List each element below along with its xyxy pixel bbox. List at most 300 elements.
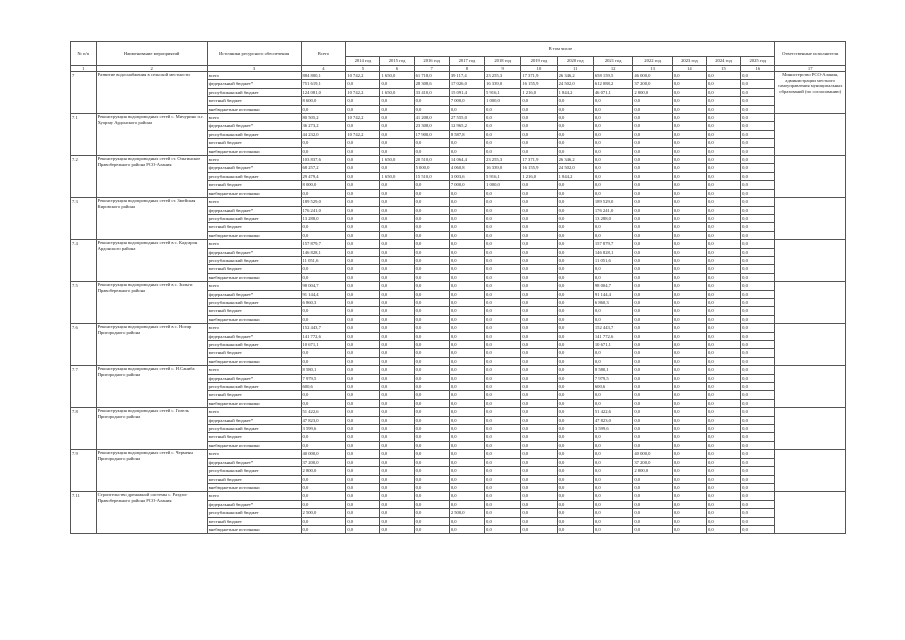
row-number: 7.4	[71, 240, 97, 282]
value-cell: 0,0	[485, 383, 521, 391]
value-cell: 0,0	[557, 374, 593, 382]
value-cell: 0,0	[593, 441, 632, 449]
value-cell: 0,0	[633, 517, 672, 525]
value-cell: 0,0	[557, 130, 593, 138]
value-cell: 0,0	[633, 525, 672, 533]
value-cell: 0,0	[557, 357, 593, 365]
value-cell: 0,0	[380, 273, 414, 281]
value-cell: 0,0	[380, 391, 414, 399]
funding-source: местный бюджет	[207, 349, 301, 357]
value-cell: 2 500,0	[301, 509, 346, 517]
value-cell: 0,0	[557, 509, 593, 517]
value-cell: 2 800,0	[633, 88, 672, 96]
value-cell: 0,0	[414, 408, 449, 416]
value-cell: 0,0	[521, 240, 557, 248]
value-cell: 0,0	[485, 147, 521, 155]
value-cell: 0,0	[346, 105, 380, 113]
value-cell: 0,0	[414, 290, 449, 298]
value-cell: 0,0	[706, 307, 740, 315]
value-cell: 0,0	[672, 72, 706, 80]
value-cell: 0,0	[414, 441, 449, 449]
value-cell: 0,0	[672, 307, 706, 315]
value-cell: 0,0	[380, 332, 414, 340]
value-cell: 10 742,2	[346, 130, 380, 138]
value-cell: 0,0	[485, 416, 521, 424]
value-cell: 0,0	[485, 290, 521, 298]
value-cell: 0,0	[706, 425, 740, 433]
value-cell: 0,0	[672, 458, 706, 466]
value-cell: 0,0	[346, 282, 380, 290]
value-cell: 0,0	[449, 383, 484, 391]
value-cell: 0,0	[557, 383, 593, 391]
year-header: 2022 год	[633, 57, 672, 66]
value-cell: 24 502,0	[557, 80, 593, 88]
value-cell: 0,0	[741, 517, 775, 525]
value-cell: 0,0	[557, 399, 593, 407]
value-cell: 0,0	[485, 273, 521, 281]
value-cell: 0,0	[346, 214, 380, 222]
value-cell: 0,0	[485, 198, 521, 206]
year-header: 2025 год	[741, 57, 775, 66]
value-cell: 8 000,0	[301, 181, 346, 189]
value-cell: 0,0	[449, 441, 484, 449]
value-cell: 0,0	[672, 172, 706, 180]
value-cell: 0,0	[521, 332, 557, 340]
value-cell: 0,0	[706, 483, 740, 491]
value-cell: 0,0	[672, 139, 706, 147]
value-cell: 0,0	[706, 231, 740, 239]
value-cell: 0,0	[521, 441, 557, 449]
value-cell: 0,0	[706, 273, 740, 281]
value-cell: 0,0	[672, 408, 706, 416]
value-cell: 0,0	[557, 349, 593, 357]
value-cell: 0,0	[672, 341, 706, 349]
value-cell: 0,0	[485, 341, 521, 349]
funding-source: федеральный бюджет*	[207, 290, 301, 298]
value-cell: 0,0	[706, 509, 740, 517]
year-header: 2018 год	[485, 57, 521, 66]
value-cell: 0,0	[414, 198, 449, 206]
value-cell: 0,0	[706, 366, 740, 374]
value-cell: 0,0	[414, 517, 449, 525]
value-cell: 0,0	[706, 492, 740, 500]
value-cell: 0,0	[380, 147, 414, 155]
value-cell: 0,0	[706, 357, 740, 365]
value-cell: 0,0	[557, 139, 593, 147]
header-row	[71, 42, 846, 57]
value-cell: 157 879,7	[593, 240, 632, 248]
value-cell: 0,0	[346, 458, 380, 466]
value-cell: 0,0	[449, 256, 484, 264]
value-cell: 0,0	[380, 458, 414, 466]
table-row	[71, 492, 846, 500]
row-number: 7.8	[71, 408, 97, 450]
value-cell: 0,0	[380, 525, 414, 533]
value-cell: 0,0	[706, 374, 740, 382]
column-number: 7	[414, 66, 449, 72]
value-cell: 0,0	[485, 441, 521, 449]
value-cell: 0,0	[633, 139, 672, 147]
value-cell: 0,0	[380, 441, 414, 449]
value-cell: 0,0	[485, 492, 521, 500]
row-number: 7.11	[71, 492, 97, 534]
value-cell: 0,0	[346, 475, 380, 483]
value-cell: 0,0	[449, 206, 484, 214]
value-cell: 0,0	[706, 248, 740, 256]
value-cell: 6 860,3	[593, 298, 632, 306]
value-cell: 0,0	[301, 500, 346, 508]
value-cell: 0,0	[557, 366, 593, 374]
value-cell: 0,0	[521, 147, 557, 155]
value-cell: 0,0	[414, 416, 449, 424]
measure-name: Реконструкция водопроводных сетей с. Н.Саниба Пригородного района	[96, 366, 207, 408]
value-cell: 17 371,9	[521, 72, 557, 80]
value-cell: 0,0	[741, 240, 775, 248]
funding-source: всего	[207, 450, 301, 458]
value-cell: 0,0	[346, 391, 380, 399]
value-cell: 0,0	[485, 483, 521, 491]
value-cell: 3 599,6	[593, 425, 632, 433]
responsible-executors: Министерство РСО-Алания, администрации местного самоуправления муниципальных образований (по согласованию)	[775, 72, 846, 114]
value-cell: 12 965,2	[449, 122, 484, 130]
value-cell: 0,0	[633, 433, 672, 441]
value-cell: 28 308,6	[414, 80, 449, 88]
value-cell: 51 422,6	[301, 408, 346, 416]
responsible-executors	[775, 114, 846, 156]
value-cell: 0,0	[706, 282, 740, 290]
value-cell: 157 879,7	[301, 240, 346, 248]
value-cell: 0,0	[593, 172, 632, 180]
value-cell: 0,0	[593, 458, 632, 466]
value-cell: 0,0	[593, 525, 632, 533]
value-cell: 0,0	[346, 383, 380, 391]
value-cell: 0,0	[301, 189, 346, 197]
value-cell: 0,0	[521, 130, 557, 138]
column-number: 8	[449, 66, 484, 72]
value-cell: 0,0	[449, 248, 484, 256]
value-cell: 91 144,4	[301, 290, 346, 298]
value-cell: 51 422,6	[593, 408, 632, 416]
value-cell: 0,0	[449, 492, 484, 500]
value-cell: 0,0	[741, 72, 775, 80]
value-cell: 0,0	[593, 139, 632, 147]
value-cell: 0,0	[741, 290, 775, 298]
value-cell: 0,0	[672, 374, 706, 382]
row-number: 7	[71, 72, 97, 114]
value-cell: 0,0	[633, 240, 672, 248]
year-header: 2020 год	[557, 57, 593, 66]
value-cell: 0,0	[593, 500, 632, 508]
value-cell: 0,0	[346, 240, 380, 248]
value-cell: 0,0	[593, 231, 632, 239]
value-cell: 1 844,2	[557, 172, 593, 180]
value-cell: 0,0	[414, 425, 449, 433]
value-cell: 0,0	[485, 374, 521, 382]
value-cell: 10 671,1	[593, 341, 632, 349]
value-cell: 0,0	[672, 130, 706, 138]
column-number: 10	[521, 66, 557, 72]
value-cell: 0,0	[485, 256, 521, 264]
value-cell: 0,0	[449, 374, 484, 382]
value-cell: 0,0	[521, 341, 557, 349]
value-cell: 0,0	[521, 500, 557, 508]
value-cell: 0,0	[414, 324, 449, 332]
value-cell: 0,0	[449, 500, 484, 508]
value-cell: 98 004,7	[593, 282, 632, 290]
value-cell: 1 844,2	[557, 88, 593, 96]
value-cell: 0,0	[706, 198, 740, 206]
value-cell: 0,0	[672, 114, 706, 122]
value-cell: 0,0	[414, 399, 449, 407]
value-cell: 0,0	[672, 97, 706, 105]
value-cell: 0,0	[414, 223, 449, 231]
value-cell: 0,0	[521, 265, 557, 273]
value-cell: 0,0	[449, 214, 484, 222]
value-cell: 0,0	[741, 408, 775, 416]
value-cell: 0,0	[672, 105, 706, 113]
value-cell: 0,0	[521, 374, 557, 382]
value-cell: 0,0	[741, 416, 775, 424]
funding-source: республиканский бюджет	[207, 383, 301, 391]
funding-source: местный бюджет	[207, 181, 301, 189]
value-cell: 0,0	[485, 517, 521, 525]
value-cell: 0,0	[449, 433, 484, 441]
value-cell: 0,0	[301, 349, 346, 357]
value-cell: 0,0	[414, 307, 449, 315]
value-cell: 40 000,0	[301, 450, 346, 458]
funding-source: республиканский бюджет	[207, 130, 301, 138]
value-cell: 0,0	[633, 492, 672, 500]
value-cell: 0,0	[449, 105, 484, 113]
value-cell: 0,0	[521, 198, 557, 206]
value-cell: 0,0	[672, 214, 706, 222]
value-cell: 0,0	[741, 181, 775, 189]
value-cell: 0,0	[301, 433, 346, 441]
value-cell: 146 828,1	[593, 248, 632, 256]
value-cell: 0,0	[672, 290, 706, 298]
funding-source: республиканский бюджет	[207, 341, 301, 349]
value-cell: 0,0	[521, 256, 557, 264]
funding-source: местный бюджет	[207, 433, 301, 441]
value-cell: 0,0	[706, 265, 740, 273]
value-cell: 0,0	[741, 80, 775, 88]
value-cell: 11 051,6	[301, 256, 346, 264]
value-cell: 0,0	[449, 147, 484, 155]
value-cell: 0,0	[485, 467, 521, 475]
value-cell: 0,0	[414, 525, 449, 533]
funding-source: федеральный бюджет*	[207, 248, 301, 256]
value-cell: 0,0	[449, 357, 484, 365]
value-cell: 0,0	[633, 114, 672, 122]
value-cell: 0,0	[706, 240, 740, 248]
value-cell: 0,0	[346, 206, 380, 214]
value-cell: 0,0	[633, 383, 672, 391]
value-cell: 0,0	[672, 416, 706, 424]
value-cell: 7 000,0	[449, 181, 484, 189]
value-cell: 0,0	[633, 357, 672, 365]
value-cell: 0,0	[485, 399, 521, 407]
value-cell: 0,0	[521, 383, 557, 391]
value-cell: 0,0	[557, 341, 593, 349]
value-cell: 0,0	[414, 189, 449, 197]
value-cell: 0,0	[414, 391, 449, 399]
value-cell: 0,0	[301, 357, 346, 365]
column-number: 14	[672, 66, 706, 72]
value-cell: 0,0	[449, 458, 484, 466]
value-cell: 0,0	[521, 97, 557, 105]
value-cell: 0,0	[449, 265, 484, 273]
value-cell: 0,0	[414, 147, 449, 155]
value-cell: 0,0	[557, 458, 593, 466]
value-cell: 0,0	[741, 256, 775, 264]
value-cell: 0,0	[706, 433, 740, 441]
value-cell: 23 308,0	[414, 122, 449, 130]
value-cell: 0,0	[633, 265, 672, 273]
value-cell: 0,0	[672, 349, 706, 357]
value-cell: 0,0	[521, 214, 557, 222]
value-cell: 0,0	[485, 139, 521, 147]
value-cell: 0,0	[521, 349, 557, 357]
funding-source: всего	[207, 198, 301, 206]
value-cell: 658 159,5	[593, 72, 632, 80]
value-cell: 189 529,0	[301, 198, 346, 206]
value-cell: 0,0	[346, 223, 380, 231]
header-resp: Ответственные исполнители	[775, 42, 846, 66]
value-cell: 0,0	[633, 332, 672, 340]
value-cell: 0,0	[593, 164, 632, 172]
value-cell: 0,0	[346, 164, 380, 172]
value-cell: 98 004,7	[301, 282, 346, 290]
value-cell: 0,0	[557, 483, 593, 491]
value-cell: 0,0	[521, 122, 557, 130]
value-cell: 0,0	[557, 492, 593, 500]
column-number: 5	[346, 66, 380, 72]
value-cell: 0,0	[414, 298, 449, 306]
value-cell: 0,0	[706, 72, 740, 80]
value-cell: 0,0	[672, 475, 706, 483]
value-cell: 37 200,0	[633, 458, 672, 466]
funding-source: всего	[207, 282, 301, 290]
value-cell: 0,0	[380, 324, 414, 332]
value-cell: 0,0	[672, 88, 706, 96]
value-cell: 0,0	[633, 374, 672, 382]
column-number: 12	[593, 66, 632, 72]
year-header: 2014 год	[346, 57, 380, 66]
value-cell: 0,0	[706, 298, 740, 306]
funding-source: всего	[207, 72, 301, 80]
value-cell: 612 088,2	[593, 80, 632, 88]
value-cell: 0,0	[672, 366, 706, 374]
column-number: 3	[207, 66, 301, 72]
value-cell: 0,0	[672, 231, 706, 239]
value-cell: 0,0	[557, 467, 593, 475]
value-cell: 11 051,6	[593, 256, 632, 264]
value-cell: 0,0	[346, 189, 380, 197]
value-cell: 0,0	[741, 467, 775, 475]
value-cell: 10 742,2	[346, 114, 380, 122]
responsible-executors	[775, 198, 846, 240]
value-cell: 0,0	[414, 341, 449, 349]
value-cell: 0,0	[741, 156, 775, 164]
value-cell: 10 742,2	[346, 88, 380, 96]
value-cell: 0,0	[346, 492, 380, 500]
value-cell: 0,0	[557, 408, 593, 416]
value-cell: 0,0	[593, 122, 632, 130]
value-cell: 751 619,1	[301, 80, 346, 88]
value-cell: 0,0	[741, 315, 775, 323]
responsible-executors	[775, 366, 846, 408]
value-cell: 0,0	[557, 248, 593, 256]
value-cell: 0,0	[521, 231, 557, 239]
value-cell: 0,0	[414, 450, 449, 458]
funding-source: внебюджетные источники	[207, 189, 301, 197]
value-cell: 0,0	[346, 265, 380, 273]
column-number: 1	[71, 66, 97, 72]
value-cell: 0,0	[557, 324, 593, 332]
value-cell: 0,0	[380, 500, 414, 508]
value-cell: 0,0	[706, 408, 740, 416]
value-cell: 0,0	[672, 198, 706, 206]
value-cell: 0,0	[414, 509, 449, 517]
value-cell: 0,0	[706, 349, 740, 357]
value-cell: 0,0	[485, 458, 521, 466]
value-cell: 0,0	[706, 391, 740, 399]
value-cell: 0,0	[633, 256, 672, 264]
value-cell: 0,0	[741, 374, 775, 382]
value-cell: 0,0	[346, 500, 380, 508]
value-cell: 0,0	[633, 282, 672, 290]
value-cell: 0,0	[741, 172, 775, 180]
funding-source: местный бюджет	[207, 223, 301, 231]
funding-source: внебюджетные источники	[207, 315, 301, 323]
value-cell: 40 000,0	[633, 450, 672, 458]
measure-name: Реконструкция водопроводных сетей с. Гизель Пригородного района	[96, 408, 207, 450]
value-cell: 0,0	[557, 525, 593, 533]
value-cell: 0,0	[741, 223, 775, 231]
value-cell: 0,0	[706, 416, 740, 424]
value-cell: 5 916,1	[485, 172, 521, 180]
value-cell: 176 241,0	[301, 206, 346, 214]
value-cell: 0,0	[557, 265, 593, 273]
value-cell: 0,0	[449, 198, 484, 206]
funding-source: республиканский бюджет	[207, 214, 301, 222]
value-cell: 3 003,6	[449, 172, 484, 180]
value-cell: 0,0	[557, 231, 593, 239]
value-cell: 0,0	[414, 248, 449, 256]
value-cell: 17 900,0	[414, 130, 449, 138]
responsible-executors	[775, 408, 846, 450]
value-cell: 0,0	[672, 492, 706, 500]
value-cell: 0,0	[380, 492, 414, 500]
value-cell: 0,0	[706, 341, 740, 349]
value-cell: 0,0	[706, 441, 740, 449]
value-cell: 0,0	[557, 282, 593, 290]
value-cell: 0,0	[706, 139, 740, 147]
value-cell: 0,0	[706, 88, 740, 96]
value-cell: 141 772,6	[593, 332, 632, 340]
measure-name: Реконструкция водопроводных сетей в с. Кадгарон Ардонского района	[96, 240, 207, 282]
value-cell: 0,0	[672, 282, 706, 290]
value-cell: 0,0	[414, 500, 449, 508]
funding-source: внебюджетные источники	[207, 147, 301, 155]
value-cell: 0,0	[633, 223, 672, 231]
value-cell: 0,0	[672, 315, 706, 323]
value-cell: 0,0	[706, 164, 740, 172]
funding-source: внебюджетные источники	[207, 105, 301, 113]
value-cell: 0,0	[485, 450, 521, 458]
value-cell: 3 599,6	[301, 425, 346, 433]
value-cell: 0,0	[741, 357, 775, 365]
